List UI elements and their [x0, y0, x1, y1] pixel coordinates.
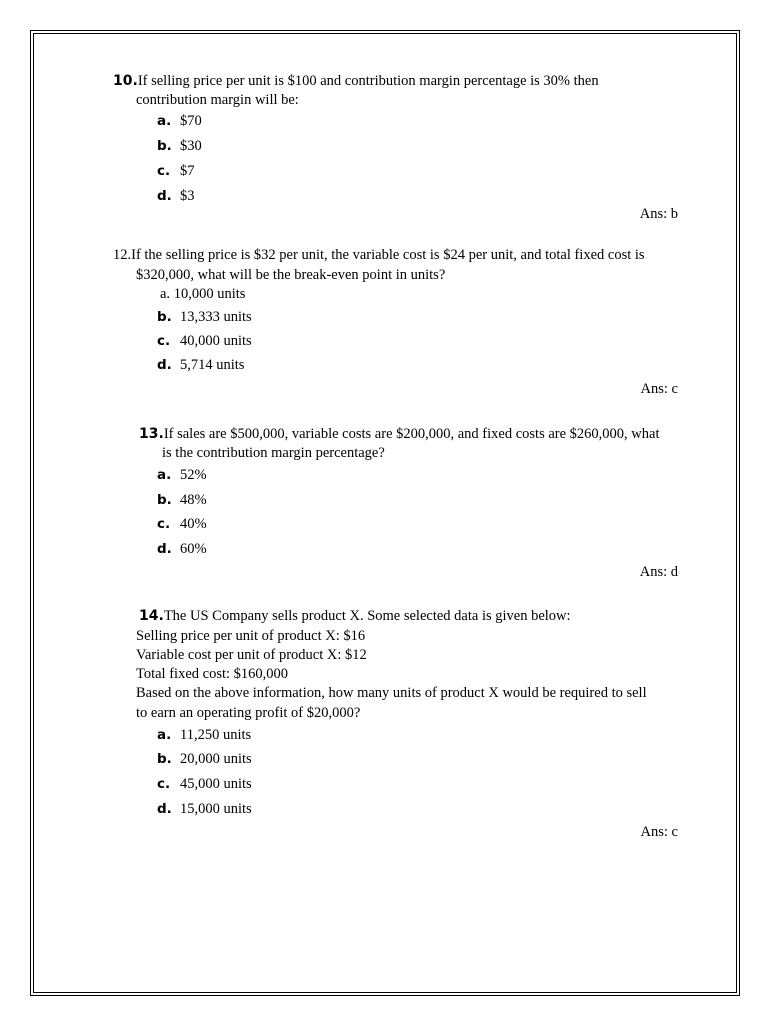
question-text-line: Based on the above information, how many units of product X would be required to sell	[136, 685, 647, 701]
option-label: b.	[157, 138, 172, 154]
option-text: 40%	[180, 516, 207, 532]
option-text: $30	[180, 138, 202, 154]
question-text-line: to earn an operating profit of $20,000?	[136, 705, 361, 721]
option-text: 13,333 units	[180, 309, 252, 325]
option-text: 45,000 units	[180, 776, 252, 792]
option-label: c.	[157, 333, 171, 349]
option-label: a.	[157, 113, 172, 129]
option-text: 52%	[180, 467, 207, 483]
option-label: d.	[157, 188, 172, 204]
option-label: a.	[160, 286, 171, 302]
question-number: 10.	[113, 73, 138, 89]
question-text-line: $320,000, what will be the break-even point in units?	[136, 267, 446, 283]
option-text: 11,250 units	[180, 727, 252, 743]
option-label: b.	[157, 309, 172, 325]
option-label: b.	[157, 492, 172, 508]
option-label: c.	[157, 516, 171, 532]
page-border	[30, 30, 740, 996]
option-text: 48%	[180, 492, 207, 508]
answer-text: Ans: c	[640, 824, 678, 840]
option-text: 10,000 units	[173, 286, 246, 302]
answer-text: Ans: c	[640, 381, 678, 397]
question-number: 14.	[139, 608, 164, 624]
option-text: 15,000 units	[180, 801, 252, 817]
question-text-line: 10.If selling price per unit is $100 and contribution margin percentage is 30% then	[113, 73, 599, 89]
option-text: $70	[180, 113, 202, 129]
option-text: 5,714 units	[180, 357, 245, 373]
option-text: $3	[180, 188, 195, 204]
question-text-line: Selling price per unit of product X: $16	[136, 628, 366, 644]
question-text-line: 13.If sales are $500,000, variable costs are $200,000, and fixed costs are $260,000, what	[139, 426, 660, 442]
option-label: d.	[157, 541, 172, 557]
option-text: $7	[180, 163, 195, 179]
option-label: b.	[157, 751, 172, 767]
option-label: a.	[157, 467, 172, 483]
question-text-line: 12.If the selling price is $32 per unit, the variable cost is $24 per unit, and total fixed cost is	[113, 247, 645, 263]
page-border-inner	[33, 33, 737, 993]
option-label: c.	[157, 163, 171, 179]
option-a	[160, 285, 245, 304]
option-text: 60%	[180, 541, 207, 557]
question-number: 12.	[113, 247, 132, 263]
question-number: 13.	[139, 426, 164, 442]
question-text-line: is the contribution margin percentage?	[162, 445, 385, 461]
question-text-line: 14.The US Company sells product X. Some selected data is given below:	[139, 608, 571, 624]
option-label: d.	[157, 357, 172, 373]
option-text: 40,000 units	[180, 333, 252, 349]
question-text-line: contribution margin will be:	[136, 92, 299, 108]
option-text: 20,000 units	[180, 751, 252, 767]
answer-text: Ans: b	[639, 206, 678, 222]
option-label: c.	[157, 776, 171, 792]
question-text-line: Total fixed cost: $160,000	[136, 666, 289, 682]
option-label: d.	[157, 801, 172, 817]
question-text-line: Variable cost per unit of product X: $12	[136, 647, 367, 663]
option-label: a.	[157, 727, 172, 743]
answer-text: Ans: d	[639, 564, 678, 580]
